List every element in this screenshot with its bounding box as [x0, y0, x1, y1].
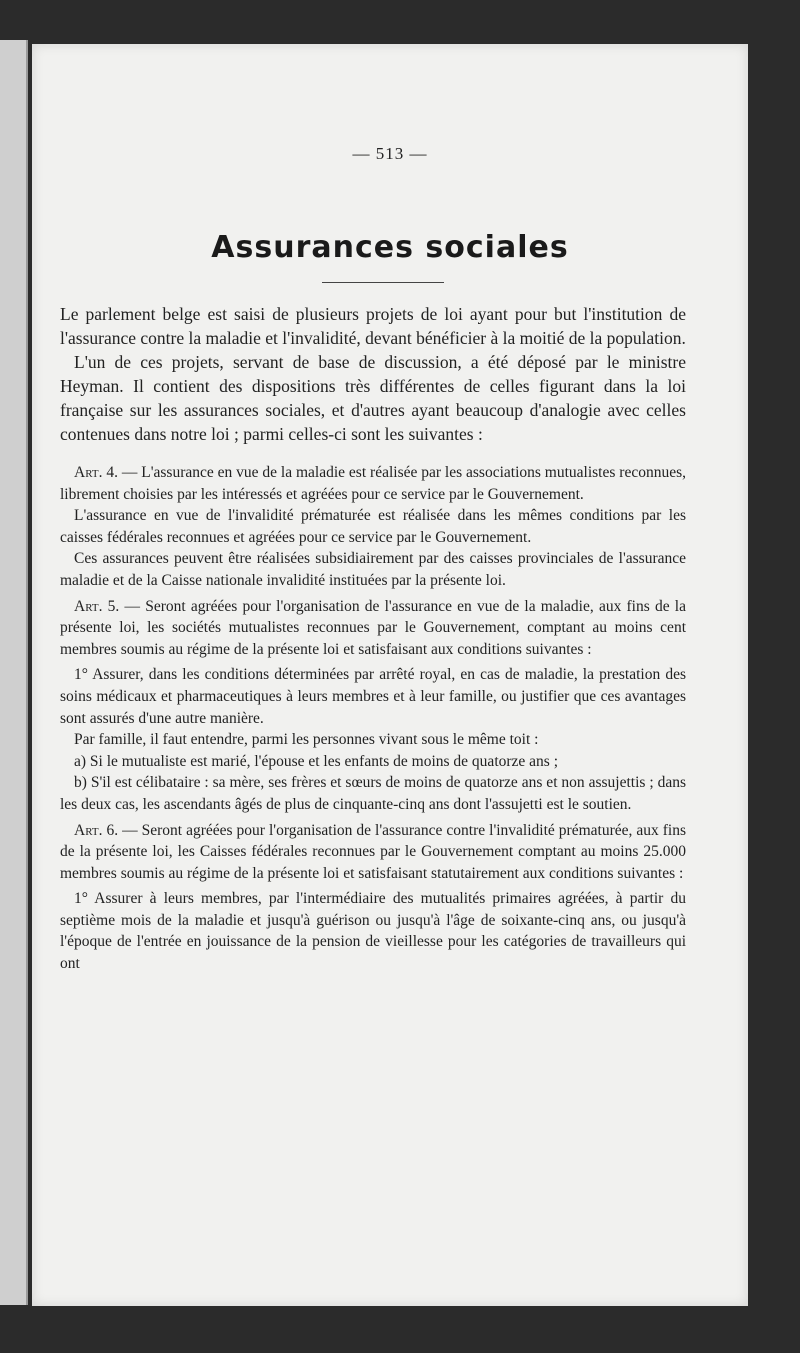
articles-section [60, 462, 686, 975]
art4-paragraph-3: Ces assurances peuvent être réalisées subsidiairement par des caisses provinciales de l'assurance maladie et de la Caisse nationale invalidité instituées par la présente loi. [60, 550, 686, 589]
page-title: Assurances sociales [211, 230, 569, 265]
art4-text: — L'assurance en vue de la maladie est réalisée par les associations mutualistes reconnues, librement choisies par les intéressés et agréées pour ce service par le Gouvernement. [60, 464, 686, 503]
art6-paragraph [60, 820, 686, 885]
art6-text: — Seront agréées pour l'organisation de l'assurance contre l'invalidité prématurée, aux fins de la présente loi, les Caisses fédérales reconnues par le Gouvernement comptant au moins 25.000 membres soumis au régime de la présente loi et satisfaisant statutairement aux conditions suivantes : [60, 821, 686, 882]
art5-paragraph-2: 1° Assurer, dans les conditions déterminées par arrêté royal, en cas de maladie, la prestation des soins médicaux et pharmaceutiques à leurs membres et à leur famille, ou justifier que ces avantages sont assurés d'une autre manière. [60, 666, 686, 727]
art5-paragraph-5: b) S'il est célibataire : sa mère, ses frères et sœurs de moins de quatorze ans et non assujettis ; dans les deux cas, les ascendants âgés de plus de cinquante-cinq ans dont l'assujetti est le soutien. [60, 774, 686, 813]
art6-paragraph-2: 1° Assurer à leurs membres, par l'intermédiaire des mutualités primaires agréées, à partir du septième mois de la maladie et jusqu'à guérison ou jusqu'à l'âge de soixante-cinq ans, ou jusqu'à l'époque de l'entrée en jouissance de la pension de vieillesse pour les catégories de travailleurs qui ont [60, 890, 686, 973]
art4-paragraph-2: L'assurance en vue de l'invalidité prématurée est réalisée dans les mêmes conditions par les caisses fédérales reconnues et agréées pour ce service par le Gouvernement. [60, 507, 686, 546]
art4-label: Art. 4. [74, 464, 118, 481]
document-page [32, 44, 748, 1306]
page-number: — 513 — [352, 144, 428, 163]
intro-section [60, 302, 686, 446]
intro-paragraph-2: L'un de ces projets, servant de base de discussion, a été déposé par le ministre Heyman. Il contient des dispositions très différentes de celles figurant dans la loi française sur les assurances sociales, et d'autres ayant beaucoup d'analogie avec celles contenues dans notre loi ; parmi celles-ci sont les suivantes : [60, 352, 686, 444]
art5-label: Art. 5. [74, 597, 120, 615]
art5-paragraph-3: Par famille, il faut entendre, parmi les personnes vivant sous le même toit : [74, 731, 539, 749]
title-divider [322, 282, 444, 283]
facing-page-edge [0, 40, 28, 1305]
article-body [60, 302, 686, 975]
art5-paragraph-4: a) Si le mutualiste est marié, l'épouse et les enfants de moins de quatorze ans ; [74, 752, 559, 770]
art6-label: Art. 6. [74, 821, 119, 839]
intro-paragraph-1: Le parlement belge est saisi de plusieurs projets de loi ayant pour but l'institution de l'assurance contre la maladie et l'invalidité, devant bénéficier à la moitié de la population. [60, 304, 686, 348]
art4-paragraph [60, 462, 686, 505]
art5-paragraph [60, 596, 686, 661]
art5-text: — Seront agréées pour l'organisation de l'assurance en vue de la maladie, aux fins de la présente loi, les sociétés mutualistes reconnues par le Gouvernement, comptant au moins cent membres soumis au régime de la présente loi et satisfaisant aux conditions suivantes : [60, 597, 686, 658]
